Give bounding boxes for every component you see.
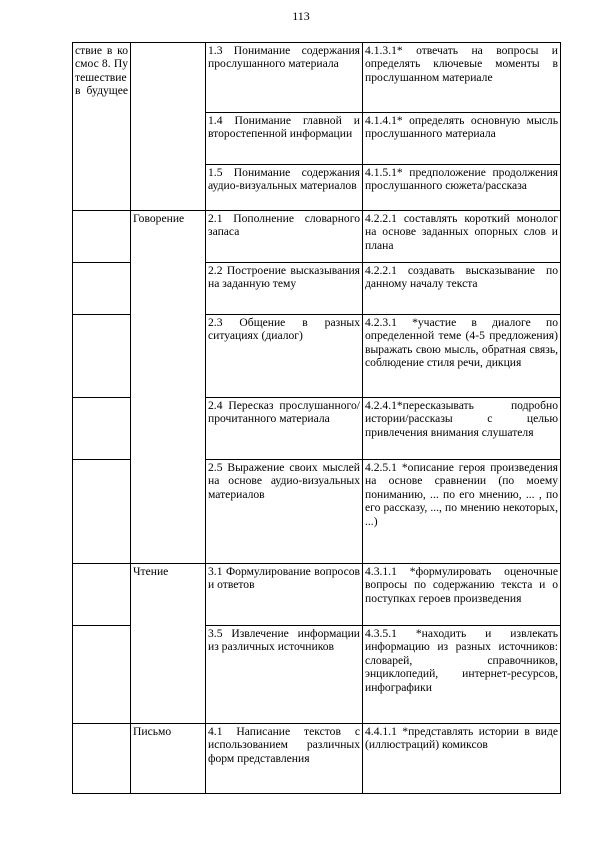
objective-cell: 4.3.1.1 *формулировать оценочные вопросы по содержанию текста и о поступках героев произведения xyxy=(363,564,561,626)
subskill-cell: 1.3 Понимание содержания прослушанного материала xyxy=(206,43,363,113)
curriculum-table xyxy=(72,42,561,794)
objective-cell: 4.1.4.1* определять основную мысль прослушанного материала xyxy=(363,113,561,165)
skill-cell-listening xyxy=(131,43,206,211)
objective-cell: 4.2.2.1 создавать высказывание по данному началу текста xyxy=(363,263,561,315)
subskill-cell: 3.1 Формулирование вопросов и ответов xyxy=(206,564,363,626)
topic-cell-empty xyxy=(73,263,131,315)
skill-cell-speaking: Говорение xyxy=(131,211,206,564)
subskill-cell: 1.4 Понимание главной и второстепенной информации xyxy=(206,113,363,165)
objective-cell: 4.2.3.1 *участие в диалоге по определенной теме (4-5 предложения) выражать свою мысль, обратная связь, соблюдение стиля речи, дикция xyxy=(363,315,561,398)
topic-cell-empty xyxy=(73,398,131,460)
topic-cell-empty xyxy=(73,724,131,794)
table-row xyxy=(73,43,561,113)
subskill-cell: 2.5 Выражение своих мыслей на основе аудио-визуальных материалов xyxy=(206,460,363,564)
table-row xyxy=(73,724,561,794)
objective-cell: 4.3.5.1 *находить и извлекать информацию из разных источников: словарей, справочников, энциклопедий, интернет-ресурсов, инфографики xyxy=(363,626,561,724)
subskill-cell: 2.1 Пополнение словарного запаса xyxy=(206,211,363,263)
topic-cell-empty xyxy=(73,211,131,263)
table-row xyxy=(73,564,561,626)
objective-cell: 4.2.5.1 *описание героя произведения на основе сравнении (по моему пониманию, ... по его мнению, ... , по его рассказу, ..., по мнению некоторых, ...) xyxy=(363,460,561,564)
objective-cell: 4.2.2.1 составлять короткий монолог на основе заданных опорных слов и плана xyxy=(363,211,561,263)
page-number: 113 xyxy=(292,9,310,23)
skill-cell-reading: Чтение xyxy=(131,564,206,724)
subskill-cell: 2.2 Построение высказывания на заданную тему xyxy=(206,263,363,315)
subskill-cell: 2.4 Пересказ прослушанного/прочитанного материала xyxy=(206,398,363,460)
topic-cell-empty xyxy=(73,315,131,398)
table-row xyxy=(73,211,561,263)
topic-cell-empty xyxy=(73,564,131,626)
topic-cell: ствие в космос 8. Путешествие в будущее xyxy=(73,43,131,211)
topic-cell-empty xyxy=(73,626,131,724)
objective-cell: 4.1.3.1* отвечать на вопросы и определять ключевые моменты в прослушанном материале xyxy=(363,43,561,113)
objective-cell: 4.1.5.1* предположение продолжения прослушанного сюжета/рассказа xyxy=(363,165,561,211)
objective-cell: 4.2.4.1*пересказывать подробно истории/рассказы с целью привлечения внимания слушателя xyxy=(363,398,561,460)
subskill-cell: 4.1 Написание текстов с использованием различных форм представления xyxy=(206,724,363,794)
objective-cell: 4.4.1.1 *представлять истории в виде (иллюстраций) комиксов xyxy=(363,724,561,794)
subskill-cell: 2.3 Общение в разных ситуациях (диалог) xyxy=(206,315,363,398)
subskill-cell: 1.5 Понимание содержания аудио-визуальных материалов xyxy=(206,165,363,211)
topic-cell-empty xyxy=(73,460,131,564)
skill-cell-writing: Письмо xyxy=(131,724,206,794)
subskill-cell: 3.5 Извлечение информации из различных источников xyxy=(206,626,363,724)
